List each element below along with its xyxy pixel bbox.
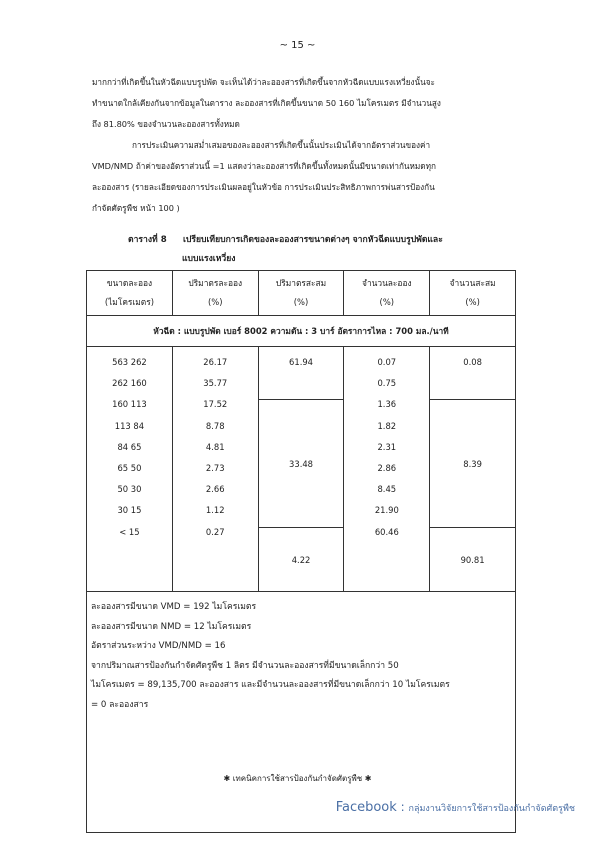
paragraph-line: ถึง 81.80% ของจำนวนละอองสารทั้งหมด <box>92 119 240 129</box>
facebook-label: Facebook <box>335 800 397 815</box>
nozzle-subheader-row <box>87 316 516 347</box>
paragraph-2 <box>92 135 510 219</box>
note-line: ละอองสารมีขนาด NMD = 12 ไมโครเมตร <box>91 621 252 632</box>
facebook-credit <box>336 800 575 815</box>
cumulative-count-value: 90.81 <box>460 554 485 565</box>
table-caption-label: ตารางที่ 8 <box>128 235 167 245</box>
note-line: อัตราส่วนระหว่าง VMD/NMD = 16 <box>91 641 226 651</box>
cumulative-count-value: 8.39 <box>463 458 482 469</box>
header-cumulative-count: จำนวนสะสม (%) <box>430 271 516 316</box>
paragraph-line: การประเมินความสม่ำเสมอของละอองสารที่เกิดขึ้นนั้นประเมินได้จากอัตราส่วนของค่า <box>132 140 431 150</box>
note-line: ไมโครเมตร = 89,135,700 ละอองสาร และมีจำนวนละอองสารที่มีขนาดเล็กกว่า 10 ไมโครเมตร <box>91 680 450 690</box>
notes-row <box>87 592 516 833</box>
footer-title: ✱ เทคนิคการใช้สารป้องกันกำจัดศัตรูพืช ✱ <box>223 774 372 783</box>
paragraph-line: กำจัดศัตรูพืช หน้า 100 ) <box>92 203 180 213</box>
paragraph-line: VMD/NMD ถ้าค่าของอัตราส่วนนี้ =1 แสดงว่าละอองสารที่เกิดขึ้นทั้งหมดนั้นมีขนาดเท่ากันหมดทุก <box>92 161 436 171</box>
notes-cell <box>87 592 516 833</box>
note-line: = 0 ละอองสาร <box>91 699 149 710</box>
paragraph-line: ทำขนาดใกล้เคียงกันจากข้อมูลในตาราง ละอองสารที่เกิดขึ้นขนาด 50 160 ไมโครเมตร มีจำนวนสูง <box>92 98 441 108</box>
cumulative-volume-value: 61.94 <box>289 357 314 367</box>
table-caption-line2: แบบแรงเหวี่ยง <box>182 254 236 264</box>
header-volume: ปริมาตรละออง (%) <box>172 271 258 316</box>
header-size: ขนาดละออง (ไมโครเมตร) <box>87 271 173 316</box>
cumulative-count-value: 0.08 <box>463 357 482 367</box>
table-caption-line1: เปรียบเทียบการเกิดของละอองสารขนาดต่างๆ จากหัวฉีดแบบรูปพัดและ <box>183 235 443 245</box>
count-column: 0.07 0.75 1.36 1.82 2.31 2.86 8.45 21.90 60.46 <box>344 347 430 592</box>
facebook-separator: : <box>400 800 405 814</box>
table-header-row <box>87 271 516 316</box>
page-number: ~ 15 ~ <box>279 40 316 51</box>
header-count: จำนวนละออง (%) <box>344 271 430 316</box>
nozzle-subheader: หัวฉีด : แบบรูปพัด เบอร์ 8002 ความดัน : 3 บาร์ อัตราการไหล : 700 มล./นาที <box>87 316 516 347</box>
cumulative-volume-value: 33.48 <box>289 458 314 469</box>
droplet-size-table <box>86 270 516 833</box>
cumulative-count-column <box>430 347 516 592</box>
facebook-text: กลุ่มงานวิจัยการใช้สารป้องกันกำจัดศัตรูพืช <box>408 804 575 814</box>
paragraph-line: มากกว่าที่เกิดขึ้นในหัวฉีดแบบรูปพัด จะเห็นได้ว่าละอองสารที่เกิดขึ้นจากหัวฉีดแบบแรงเหวี่ยงนั้นจะ <box>92 77 435 87</box>
note-line: จากปริมาณสารป้องกันกำจัดศัตรูพืช 1 ลิตร มีจำนวนละอองสารที่มีขนาดเล็กกว่า 50 <box>91 660 399 671</box>
table-values-row <box>87 347 516 592</box>
size-column: 563 262 262 160 160 113 113 84 84 65 65 50 50 30 30 15 < 15 <box>87 347 173 592</box>
cumulative-volume-column <box>258 347 344 592</box>
paragraph-line: ละอองสาร (รายละเอียดของการประเมินผลอยู่ในหัวข้อ การประเมินประสิทธิภาพการพ่นสารป้องกัน <box>92 182 435 192</box>
paragraph-1 <box>92 72 510 135</box>
header-cumulative-volume: ปริมาตรสะสม (%) <box>258 271 344 316</box>
table-caption <box>128 231 518 269</box>
cumulative-volume-value: 4.22 <box>291 554 311 565</box>
volume-column: 26.17 35.77 17.52 8.78 4.81 2.73 2.66 1.12 0.27 <box>172 347 258 592</box>
note-line: ละอองสารมีขนาด VMD = 192 ไมโครเมตร <box>91 602 257 612</box>
